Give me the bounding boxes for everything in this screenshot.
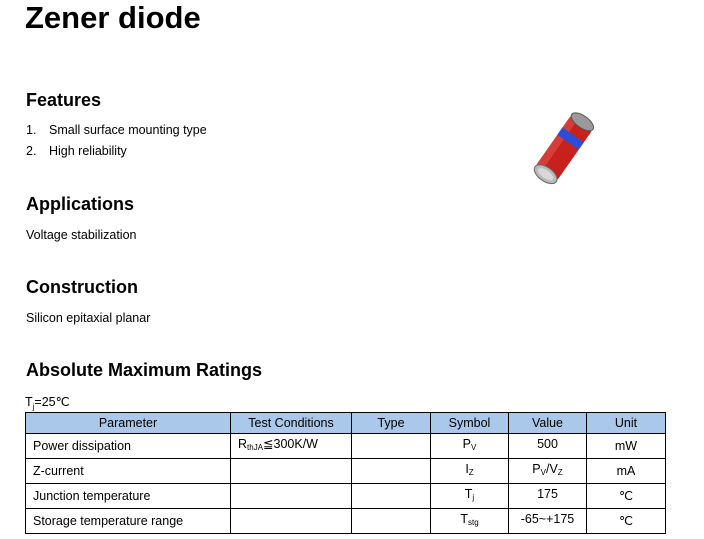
cell-type — [352, 459, 431, 484]
features-list — [26, 122, 207, 164]
cell-test-conditions — [231, 484, 352, 509]
cell-symbol: $T_j$ — [431, 484, 509, 509]
list-number: 2. — [26, 144, 37, 158]
column-header: Unit — [587, 413, 666, 434]
zener-diode-component-icon — [524, 108, 604, 188]
column-header: Parameter — [26, 413, 231, 434]
construction-text: Silicon epitaxial planar — [26, 311, 151, 325]
cell-value: 500 — [509, 434, 587, 459]
cell-test-conditions — [231, 459, 352, 484]
cell-parameter: Power dissipation — [26, 434, 231, 459]
cell-type — [352, 484, 431, 509]
cell-value: 175 — [509, 484, 587, 509]
table-row — [26, 509, 666, 534]
table-header-row — [26, 413, 666, 434]
ratings-condition: $T_j=25℃$ — [25, 395, 70, 412]
page-title: Zener diode — [25, 0, 201, 35]
column-header: Value — [509, 413, 587, 434]
cell-symbol: $I_Z$ — [431, 459, 509, 484]
cell-value: $P_V/V_Z$ — [509, 459, 587, 484]
cell-type — [352, 434, 431, 459]
cell-unit: ℃ — [587, 484, 666, 509]
cell-type — [352, 509, 431, 534]
list-text: High reliability — [49, 144, 127, 158]
cell-unit: mA — [587, 459, 666, 484]
table-row — [26, 459, 666, 484]
table-row — [26, 484, 666, 509]
cell-unit: ℃ — [587, 509, 666, 534]
cell-symbol: $T_{stg}$ — [431, 509, 509, 534]
list-text: Small surface mounting type — [49, 123, 207, 137]
column-header: Test Conditions — [231, 413, 352, 434]
cell-parameter: Junction temperature — [26, 484, 231, 509]
features-heading: Features — [26, 90, 102, 110]
table-row — [26, 434, 666, 459]
list-item — [26, 143, 207, 164]
ratings-table — [25, 412, 666, 534]
cell-unit: mW — [587, 434, 666, 459]
construction-heading: Construction — [26, 277, 138, 297]
ratings-heading: Absolute Maximum Ratings — [26, 360, 263, 380]
column-header: Symbol — [431, 413, 509, 434]
list-number: 1. — [26, 123, 37, 137]
list-item — [26, 122, 207, 143]
cell-test-conditions: $R_{thJA}≦300K/W$ — [231, 434, 352, 459]
column-header: Type — [352, 413, 431, 434]
cell-parameter: Z-current — [26, 459, 231, 484]
cell-test-conditions — [231, 509, 352, 534]
applications-heading: Applications — [26, 194, 135, 214]
cell-value: -65~+175 — [509, 509, 587, 534]
cell-parameter: Storage temperature range — [26, 509, 231, 534]
applications-text: Voltage stabilization — [26, 228, 137, 242]
cell-symbol: $P_V$ — [431, 434, 509, 459]
